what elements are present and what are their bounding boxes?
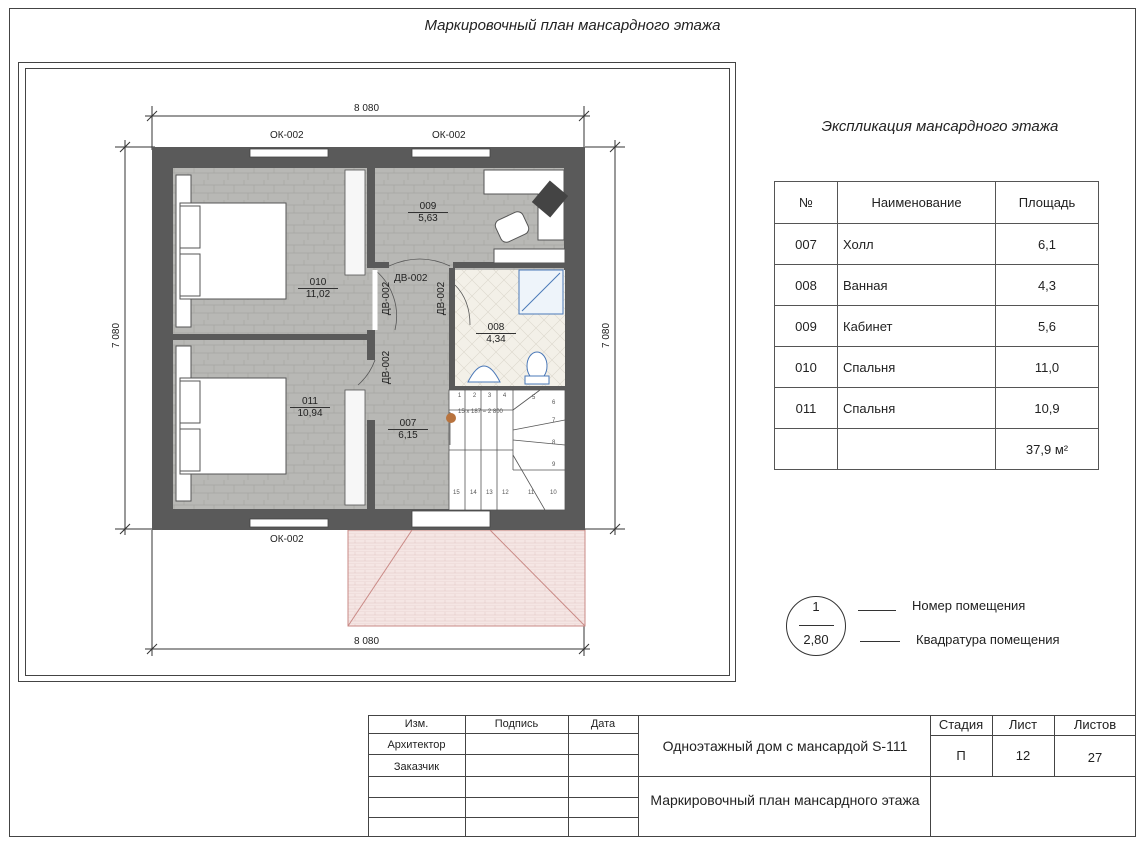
stair-step: 4 — [502, 393, 507, 399]
room-area: 11,02 — [305, 289, 331, 300]
header-sheet: Лист — [1008, 717, 1038, 732]
room-name-cell: Ванная — [838, 265, 996, 306]
room-number-cell: 007 — [775, 224, 838, 265]
column-header: Площадь — [996, 182, 1099, 224]
room-name-cell: Холл — [838, 224, 996, 265]
sheets-value: 27 — [1087, 750, 1103, 765]
room-number: 009 — [408, 201, 448, 213]
stair-step: 15 — [453, 490, 460, 496]
porch — [348, 530, 585, 626]
room-number: 010 — [298, 277, 338, 289]
stair-step: 5 — [532, 395, 536, 401]
legend-area: 2,80 — [803, 632, 829, 647]
sheet-title: Маркировочный план мансардного этажа — [424, 17, 721, 34]
stair-step: 3 — [487, 393, 492, 399]
room-area: 5,63 — [418, 213, 438, 224]
header-data: Дата — [590, 718, 616, 730]
stage-value: П — [956, 748, 966, 763]
room-area: 4,34 — [486, 334, 506, 345]
header-podpis: Подпись — [494, 718, 539, 730]
stair-step: 14 — [470, 490, 477, 496]
stair-step: 9 — [552, 462, 556, 468]
room-number: 007 — [388, 418, 428, 430]
table-header-row — [775, 182, 1099, 224]
door-label: ДВ-002 — [381, 350, 393, 385]
explication-title: Экспликация мансардного этажа — [821, 118, 1059, 135]
stair-step: 10 — [550, 490, 557, 496]
stair-step: 12 — [502, 490, 509, 496]
stair-step: 13 — [486, 490, 493, 496]
stair-steps-top — [452, 393, 512, 399]
stair-step: 11 — [528, 490, 535, 496]
sheet-value: 12 — [1015, 748, 1031, 763]
legend-leader — [860, 641, 900, 642]
room-area: 10,94 — [297, 408, 323, 419]
role-architect: Архитектор — [387, 739, 446, 751]
room-area-cell: 4,3 — [996, 265, 1099, 306]
table-total-row — [775, 429, 1099, 470]
stair-step: 2 — [472, 393, 477, 399]
room-marker-009 — [408, 201, 448, 224]
column-header: Наименование — [838, 182, 996, 224]
empty-cell — [838, 429, 996, 470]
dim-right-label: 7 080 — [601, 322, 613, 349]
stair-label: 15 x 187 = 2 800 — [458, 409, 503, 415]
room-marker-008 — [476, 322, 516, 345]
drawing-name: Маркировочный план мансардного этажа — [650, 792, 920, 808]
window-label: ОК-002 — [270, 534, 304, 545]
dim-top-label: 8 080 — [354, 103, 380, 114]
header-izm: Изм. — [404, 718, 429, 730]
stair-start-marker — [446, 413, 456, 423]
empty-cell — [775, 429, 838, 470]
room-name-cell: Кабинет — [838, 306, 996, 347]
dim-left-label: 7 080 — [111, 322, 123, 349]
stair-step: 1 — [457, 393, 462, 399]
room-area: 6,15 — [398, 430, 418, 441]
room-marker-007 — [388, 418, 428, 441]
room-number-cell: 010 — [775, 347, 838, 388]
stair-step: 6 — [552, 400, 556, 406]
room-area-cell: 10,9 — [996, 388, 1099, 429]
room-number-cell: 009 — [775, 306, 838, 347]
stair-step: 7 — [552, 418, 556, 424]
legend-leader — [858, 610, 896, 611]
column-header: № — [775, 182, 838, 224]
table-row — [775, 388, 1099, 429]
door-label: ДВ-002 — [381, 281, 393, 316]
stair-step: 8 — [552, 440, 556, 446]
header-sheets: Листов — [1073, 717, 1117, 732]
table-row — [775, 306, 1099, 347]
dim-bottom-label: 8 080 — [354, 636, 380, 647]
room-area-cell: 5,6 — [996, 306, 1099, 347]
legend-divider — [799, 625, 834, 626]
legend-area-label: Квадратура помещения — [916, 632, 1060, 647]
door-label: ДВ-002 — [436, 281, 448, 316]
room-marker-011 — [290, 396, 330, 419]
room-area-cell: 6,1 — [996, 224, 1099, 265]
door-label: ДВ-002 — [394, 273, 428, 284]
role-customer: Заказчик — [393, 761, 440, 773]
title-block — [368, 715, 1136, 837]
project-name: Одноэтажный дом с мансардой S-111 — [662, 738, 908, 754]
legend-number-label: Номер помещения — [912, 598, 1026, 613]
room-area-cell: 11,0 — [996, 347, 1099, 388]
room-number: 011 — [290, 396, 330, 408]
room-number: 008 — [476, 322, 516, 334]
room-name-cell: Спальня — [838, 347, 996, 388]
window-label: ОК-002 — [432, 130, 466, 141]
explication-table — [774, 181, 1099, 470]
room-number-cell: 008 — [775, 265, 838, 306]
window-label: ОК-002 — [270, 130, 304, 141]
room-marker-010 — [298, 277, 338, 300]
table-row — [775, 265, 1099, 306]
legend-number: 1 — [812, 599, 820, 614]
table-row — [775, 224, 1099, 265]
total-area-cell: 37,9 м² — [996, 429, 1099, 470]
header-stage: Стадия — [938, 717, 984, 732]
room-name-cell: Спальня — [838, 388, 996, 429]
table-row — [775, 347, 1099, 388]
room-number-cell: 011 — [775, 388, 838, 429]
